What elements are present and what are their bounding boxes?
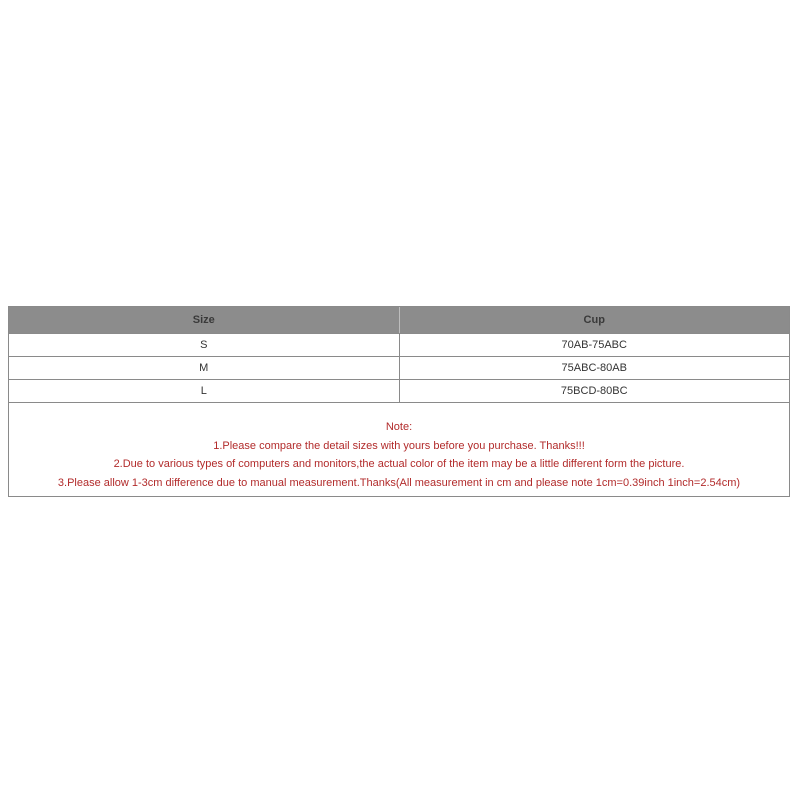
size-cell: M	[9, 357, 399, 380]
size-cell: S	[9, 334, 399, 357]
cup-cell: 70AB-75ABC	[399, 334, 789, 357]
table-row	[9, 380, 789, 403]
cup-cell: 75BCD-80BC	[399, 380, 789, 403]
note-line-2: 2.Due to various types of computers and monitors,the actual color of the item may be a little different form the picture.	[113, 458, 685, 470]
table-row	[9, 334, 789, 357]
table-row	[9, 357, 789, 380]
header-cup: Cup	[399, 307, 789, 334]
notes-section	[9, 403, 789, 496]
size-cell: L	[9, 380, 399, 403]
header-size: Size	[9, 307, 399, 334]
note-title: Note:	[385, 421, 413, 433]
size-chart	[8, 306, 790, 497]
cup-cell: 75ABC-80AB	[399, 357, 789, 380]
note-line-3: 3.Please allow 1-3cm difference due to manual measurement.Thanks(All measurement in cm and please note 1cm=0.39inch 1inch=2.54cm)	[57, 476, 741, 489]
table-header-row	[9, 307, 789, 334]
note-line-1: 1.Please compare the detail sizes with yours before you purchase. Thanks!!!	[213, 439, 585, 452]
size-table	[9, 307, 789, 403]
